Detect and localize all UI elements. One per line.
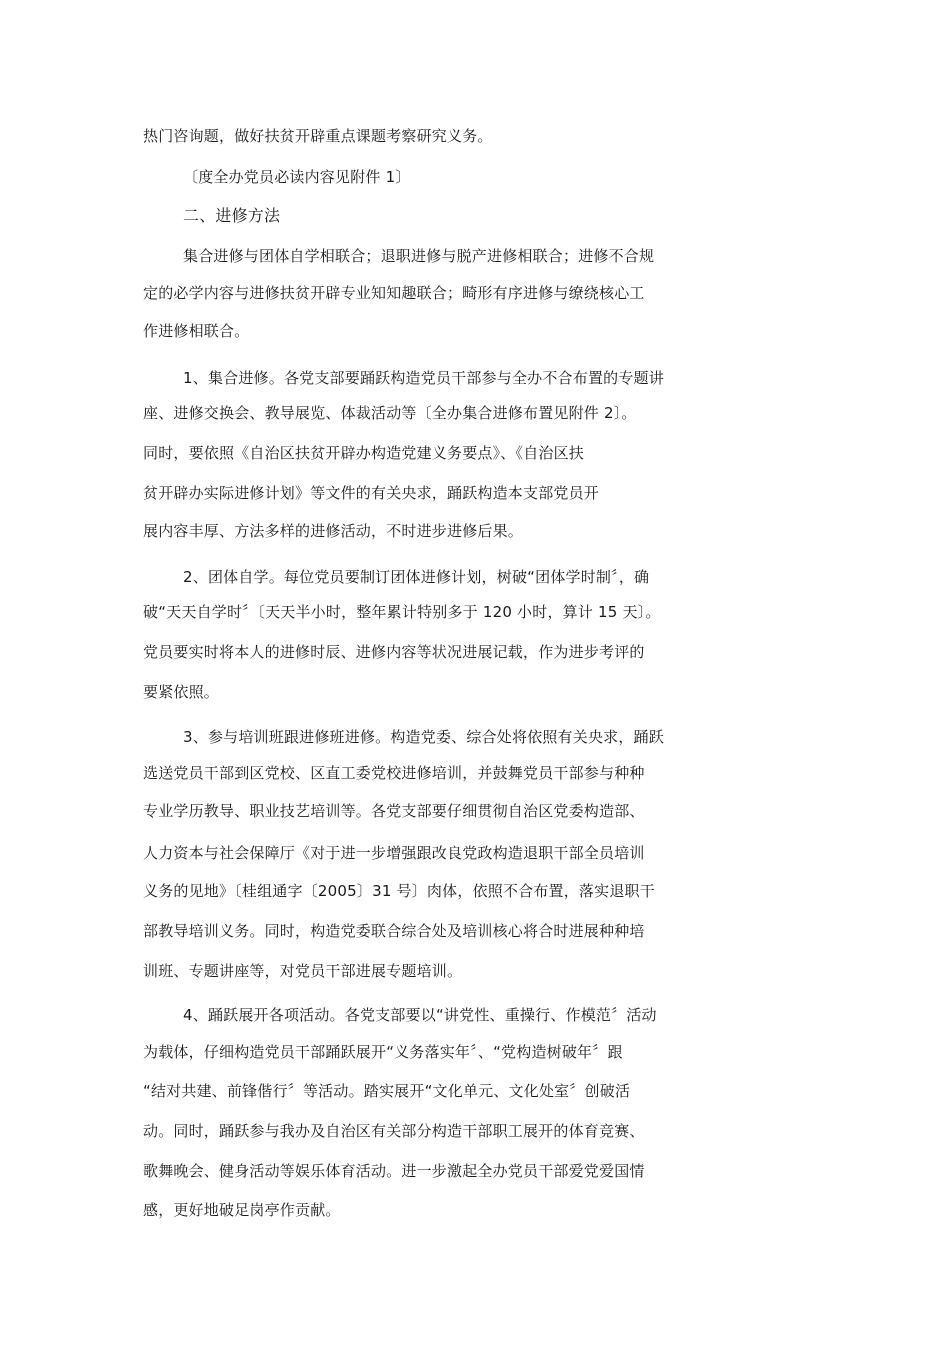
text-line: 3、参与培训班跟进修班进修。构造党委、综合处将依照有关央求，踊跃 <box>183 728 664 746</box>
text-line: 党员要实时将本人的进修时辰、进修内容等状况进展记载，作为进步考评的 <box>143 643 645 661</box>
text-line: 歌舞晚会、健身活动等娱乐体育活动。进一步激起全办党员干部爱党爱国情 <box>143 1162 645 1180</box>
text-line: 4、踊跃展开各项活动。各党支部要以“讲党性、重操行、作模范〞活动 <box>183 1006 657 1024</box>
text-line: 义务的见地》〔桂组通字〔2005〕31 号〕肉体，依照不合布置，落实退职干 <box>143 882 655 900</box>
text-line: “结对共建、前锋偕行〞等活动。踏实展开“文化单元、文化处室〞创破活 <box>143 1082 631 1100</box>
text-line: 贫开辟办实际进修计划》等文件的有关央求，踊跃构造本支部党员开 <box>143 484 600 502</box>
text-line: 感，更好地破足岗亭作贡献。 <box>143 1201 341 1219</box>
text-line: 定的必学内容与进修扶贫开辟专业知知趣联合；畸形有序进修与缭绕核心工 <box>143 284 645 302</box>
text-line: 作进修相联合。 <box>143 322 250 340</box>
section-heading: 二、进修方法 <box>183 206 281 225</box>
text-line: 热门咨询题，做好扶贫开辟重点课题考察研究义务。 <box>143 127 493 145</box>
text-line: 1、集合进修。各党支部要踊跃构造党员干部参与全办不合布置的专题讲 <box>183 369 664 387</box>
text-line: 同时，要依照《自治区扶贫开辟办构造党建义务要点》、《自治区扶 <box>143 444 585 462</box>
text-line: 破“天天自学时〞〔天天半小时，整年累计特别多于 120 小时，算计 15 天〕。 <box>143 603 661 621</box>
text-line: 2、团体自学。每位党员要制订团体进修计划，树破“团体学时制〞，确 <box>183 568 650 586</box>
text-line: 动。同时，踊跃参与我办及自治区有关部分构造干部职工展开的体育竞赛、 <box>143 1122 645 1140</box>
text-line: 训班、专题讲座等，对党员干部进展专题培训。 <box>143 962 463 980</box>
attachment-note: 〔度全办党员必读内容见附件 1〕 <box>183 168 411 186</box>
text-line: 人力资本与社会保障厅《对于进一步增强跟改良党政构造退职干部全员培训 <box>143 844 645 862</box>
text-line: 展内容丰厚、方法多样的进修活动，不时进步进修后果。 <box>143 522 524 540</box>
text-line: 要紧依照。 <box>143 683 220 701</box>
text-line: 部教导培训义务。同时，构造党委联合综合处及培训核心将合时进展种种培 <box>143 922 645 940</box>
text-line: 专业学历教导、职业技艺培训等。各党支部要仔细贯彻自治区党委构造部、 <box>143 802 645 820</box>
text-line: 选送党员干部到区党校、区直工委党校进修培训，并鼓舞党员干部参与种种 <box>143 764 645 782</box>
text-line: 集合进修与团体自学相联合；退职进修与脱产进修相联合；进修不合规 <box>183 247 655 265</box>
text-line: 座、进修交换会、教导展览、体裁活动等〔全办集合进修布置见附件 2〕。 <box>143 404 637 422</box>
text-line: 为载体，仔细构造党员干部踊跃展开“义务落实年〞、“党构造树破年〞跟 <box>143 1043 623 1061</box>
